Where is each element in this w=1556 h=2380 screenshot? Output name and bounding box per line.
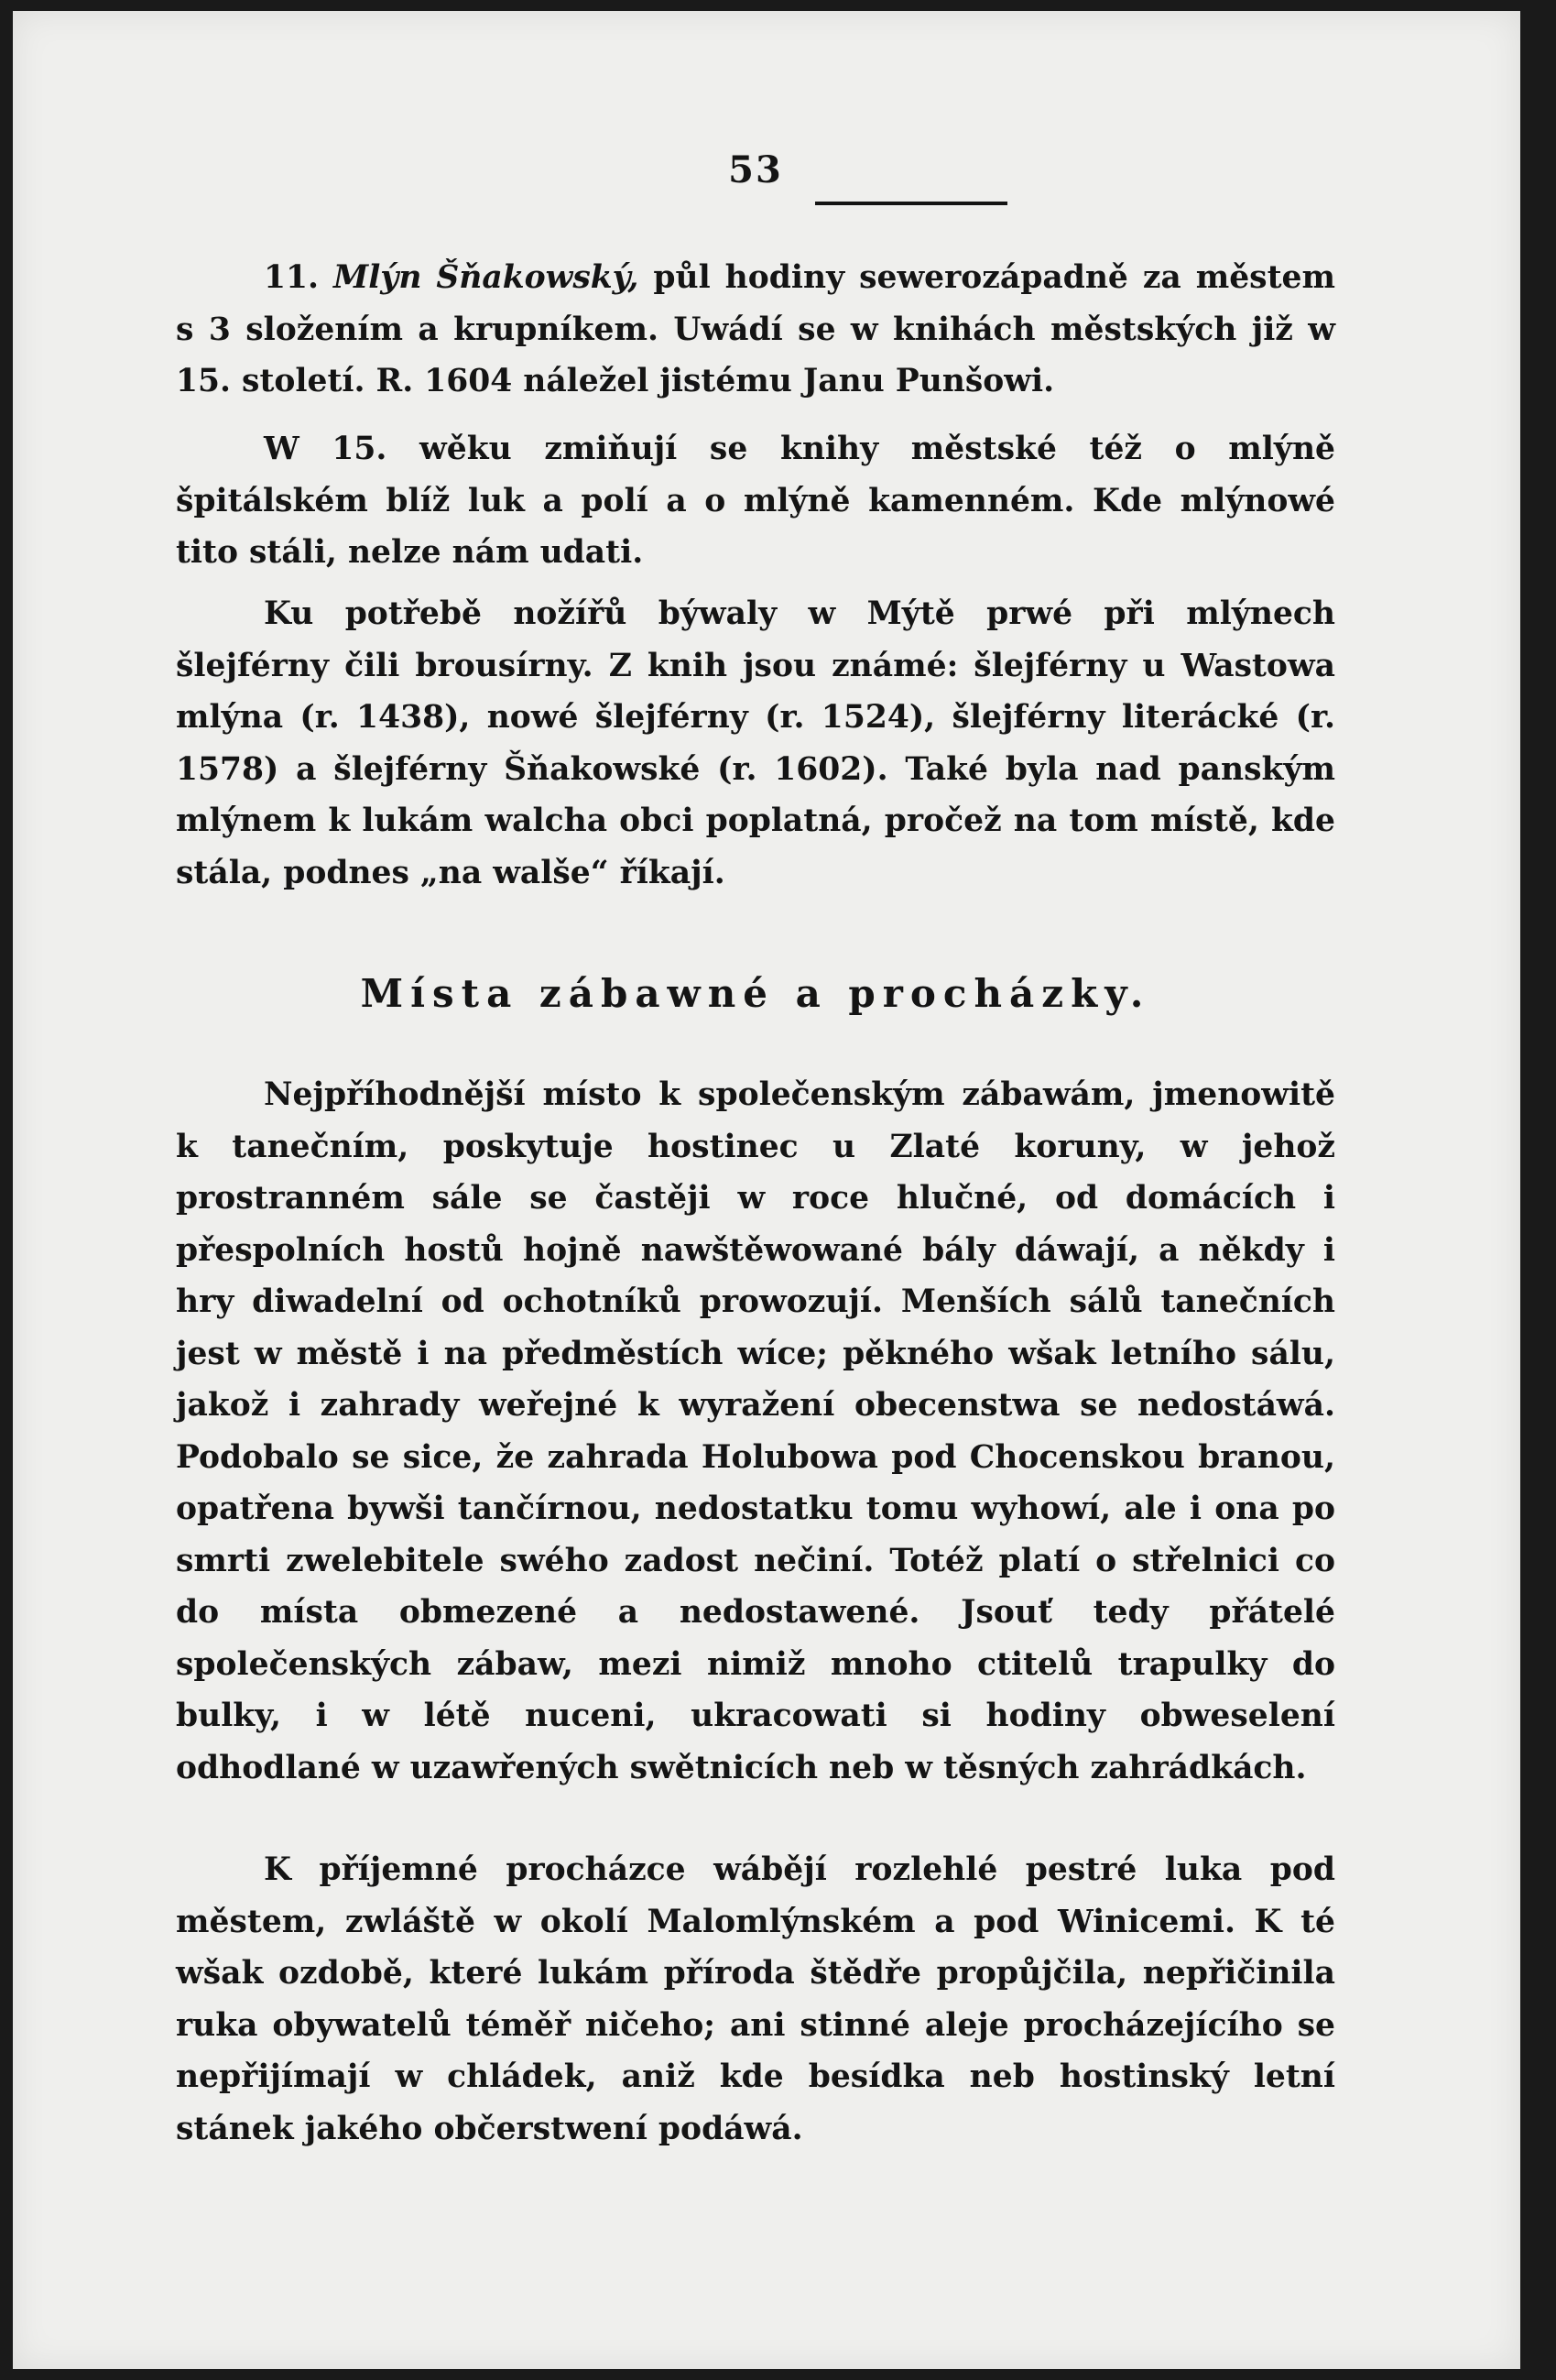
paragraph-grinderies: Ku potřebě nožířů býwaly w Mýtě prwé při mlýnech šlejférny čili brousírny. Z knih jsou známé: šlejférny u Wastowa mlýna (r. 1438), nowé šlejférny (r. 1524), šlejférny literácké (r. 1578) a šlejférny Šňakowské (r. 1602). Také byla nad panským mlýnem k lukám walcha obci poplatná, pročež na tom místě, kde stála, podnes „na walše“ říkají. xyxy=(176,595,1335,891)
paragraph-walks: K příjemné procházce wábějí rozlehlé pestré luka pod městem, zwláště w okolí Malomlýnském a pod Winicemi. K té wšak ozdobě, které lukám příroda štědře propůjčila, nepřičinila ruka obywatelů téměř ničeho; ani stinné aleje procházejícího se nepřijímají w chládek, aniž kde besídka neb hostinský letní stánek jakého občerstwení podáwá. xyxy=(176,1851,1335,2147)
paragraph-other-mills: W 15. wěku zmiňují se knihy městské též o mlýně špitálském blíž luk a polí a o mlýně kamenném. Kde mlýnowé tito stáli, nelze nám udati. xyxy=(176,431,1335,571)
text-block xyxy=(176,11,1335,2369)
paragraph-amusements: Nejpříhodnější místo k společenským zábawám, jmenowitě k tanečním, poskytuje hostinec u Zlaté koruny, w jehož prostranném sále se častěji w roce hlučné, od domácích i přespolních hostů hojně nawštěwowané bály dáwají, a někdy i hry diwadelní od ochotníků prowozují. Menších sálů tanečních jest w městě i na předměstích wíce; pěkného wšak letního sálu, jakož i zahrady weřejné k wyražení obecenstwa se nedostáwá. Podobalo se sice, že zahrada Holubowa pod Chocenskou branou, opatřena bywši tančírnou, nedostatku tomu wyhowí, ale i ona po smrti zwelebitele swého zadost nečiní. Totéž platí o střelnici co do místa obmezené a nedostawené. Jsouť tedy přátelé společenských zábaw, mezi nimiž mnoho ctitelů trapulky do bulky, i w létě nuceni, ukracowati si hodiny obweselení odhodlané w uzawřených swětnicích neb w těsných zahrádkách. xyxy=(176,1076,1335,1786)
paragraph-text: půl hodiny sewerozápadně za městem s 3 složením a krupníkem. Uwádí se w knihách městských již w 15. století. R. 1604 náležel jistému Janu Punšowi. xyxy=(176,259,1335,399)
paragraph-mill-snakowsky xyxy=(176,252,1335,408)
header-rule xyxy=(815,202,1007,205)
item-number: 11. xyxy=(264,259,320,296)
mill-name: Mlýn Šňakowský, xyxy=(333,259,639,296)
section-heading: Místa zábawné a procházky. xyxy=(360,971,1151,1016)
book-page xyxy=(13,11,1520,2369)
page-number: 53 xyxy=(728,148,783,191)
